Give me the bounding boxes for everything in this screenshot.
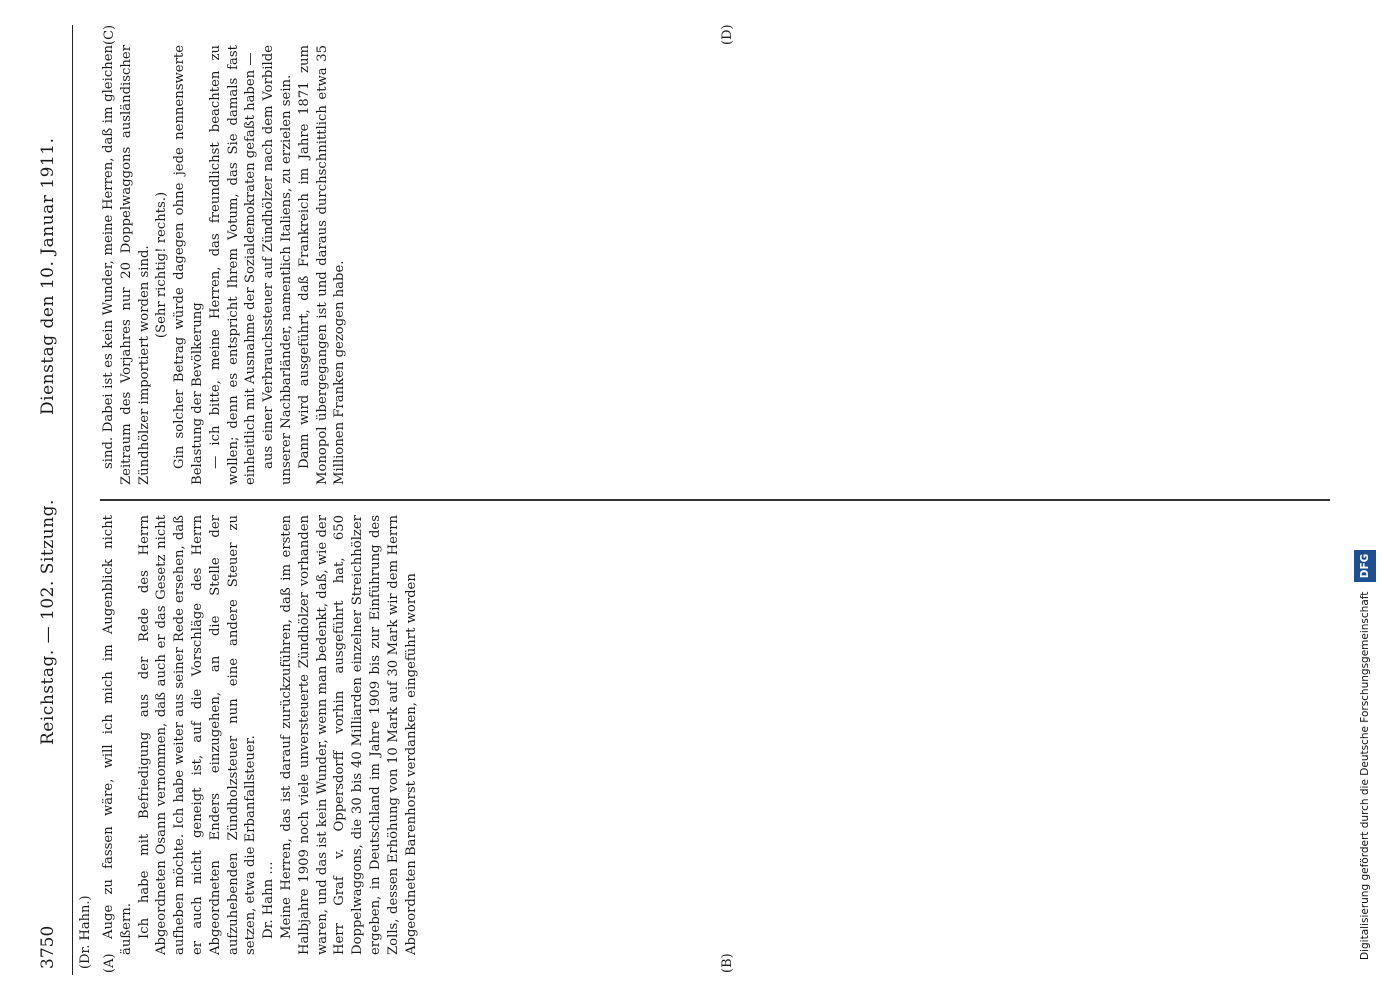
paragraph: Meine Herren, das ist darauf zurückzuführen, daß im ersten Halbjahre 1909 noch viele unversteuerte Zündhölzer vorhanden waren, und das ist kein Wunder, wenn man bedenkt, daß, wie der Herr Graf v. Oppersdorff vorhin ausgeführt hat, 650 Doppelwaggons, die 30 bis 40 Milliarden einzelner Streichhölzer ergeben, in Deutschland im Jahre 1909 bis zur Einführung des Zolls, dessen Erhöhung von 10 Mark auf 30 Mark wir dem Herrn Abgeordneten Barenhorst verdanken, eingeführt worden [278, 515, 419, 955]
paragraph: Ich habe mit Befriedigung aus der Rede des Herrn Abgeordneten Osann vernommen, daß auch er das Gesetz nicht aufheben möchte. Ich habe weiter aus seiner Rede ersehen, daß er auch nicht geneigt ist, auf die Vorschläge des Herrn Abgeordneten Enders einzugehen, an die Stelle der aufzuhebenden Zündholzsteuer nun eine andere Steuer zu setzen, etwa die Erbanfallsteuer. [136, 515, 259, 955]
header-session-title: Reichstag. — 102. Sitzung. [38, 499, 58, 745]
paragraph: Dr. Hahn … [261, 861, 277, 939]
paragraph: sind. Dabei ist es kein Wunder, meine Herren, daß im gleichen Zeitraum des Vorjahres nur 20 Doppelwaggons ausländischer Zündhölzer importiert worden sind. [101, 45, 152, 485]
credit-text: Digitalisierung gefördert durch die Deutsche Forschungsgemeinschaft [1359, 591, 1371, 960]
right-text-column [100, 45, 1330, 485]
left-text-column [100, 515, 1330, 955]
paragraph: Dann wird ausgeführt, daß Frankreich im Jahre 1871 zum Monopol übergegangen ist und daraus durchschnittlich etwa 35 Millionen Franken gezogen habe. [296, 45, 348, 485]
paragraph: (Sehr richtig! rechts.) [154, 191, 170, 339]
column-divider [100, 500, 1330, 502]
margin-marker-b: (B) [720, 953, 735, 973]
speaker-label: (Dr. Hahn.) [78, 895, 93, 969]
margin-marker-c: (C) [102, 24, 117, 45]
paragraph: — ich bitte, meine Herren, das freundlichst beachten zu wollen; denn es entspricht Ihrem Votum, das Sie damals fast einheitlich mit Ausnahme der Sozialdemokraten gefaßt haben — [207, 45, 259, 485]
paragraph: aus einer Verbrauchssteuer auf Zündhölzer nach dem Vorbilde unserer Nachbarländer, namentlich Italiens, zu erzielen sein. [261, 45, 294, 485]
digitization-credit [1354, 40, 1376, 960]
dfg-logo: DFG [1354, 550, 1376, 583]
page-header [30, 25, 73, 975]
paragraph: Gin solcher Betrag würde dagegen ohne jede nennenswerte Belastung der Bevölkerung [172, 45, 205, 485]
rotated-page-frame [30, 25, 1340, 975]
paragraph: Auge zu fassen wäre, will ich mich im Augenblick nicht äußern. [101, 515, 134, 955]
header-date: Dienstag den 10. Januar 1911. [38, 137, 58, 415]
page-number: 3750 [38, 925, 58, 969]
margin-marker-a: (A) [102, 953, 117, 973]
margin-marker-d: (D) [720, 24, 735, 45]
